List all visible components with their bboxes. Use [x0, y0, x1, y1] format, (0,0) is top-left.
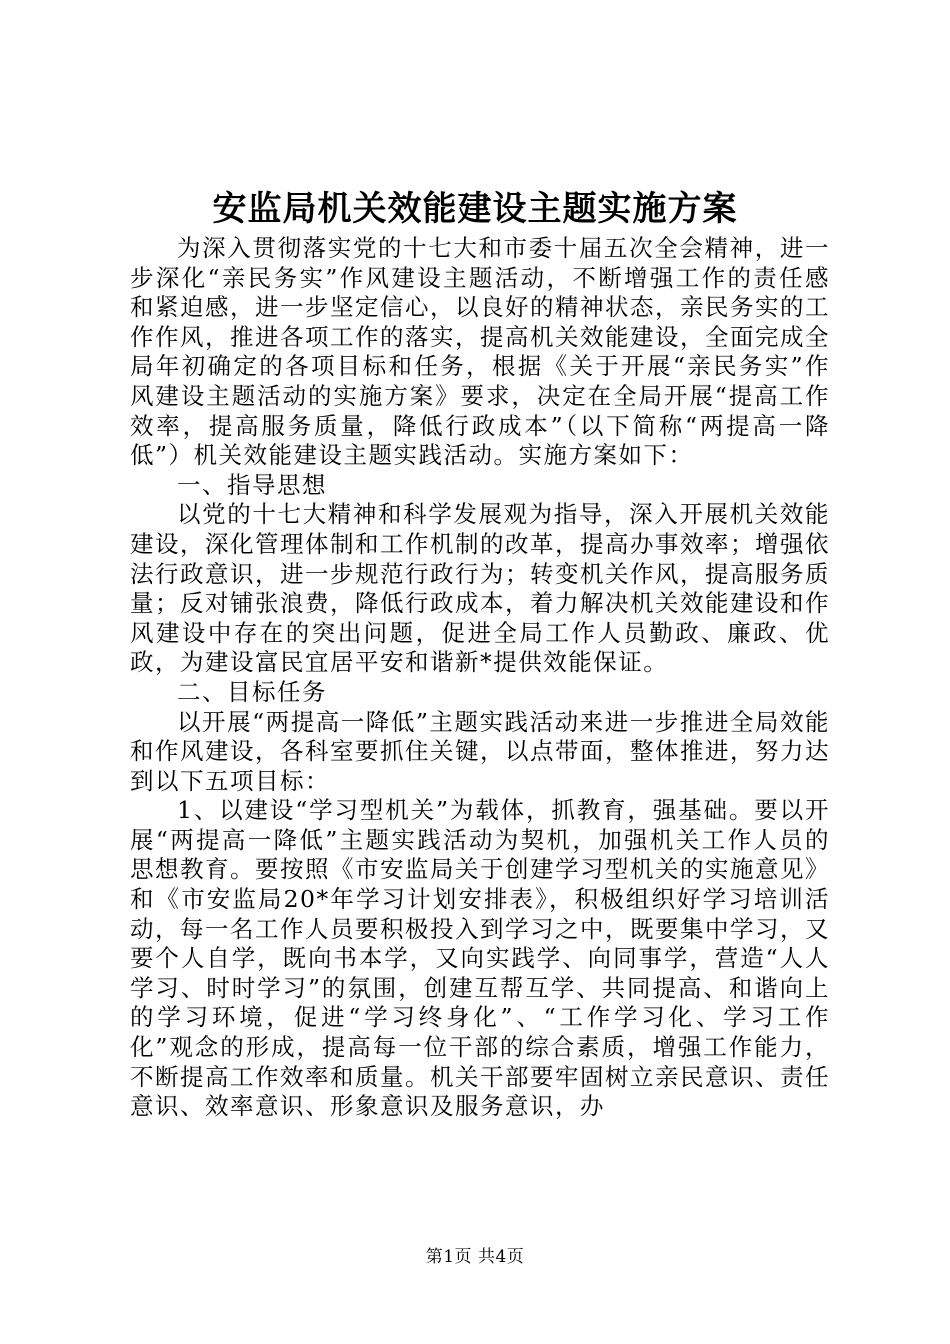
guiding-ideology-paragraph: 以党的十七大精神和科学发展观为指导，深入开展机关效能建设，深化管理体制和工作机制的改革，提高办事效率；增强依法行政意识，进一步规范行政行为；转变机关作风，提高服务质量；反对铺张浪费，降低行政成本，着力解决机关效能建设和作风建设中存在的突出问题，促进全局工作人员勤政、廉政、优政，为建设富民宜居平安和谐新*提供效能保证。: [130, 500, 830, 677]
document-title: 安监局机关效能建设主题实施方案: [212, 189, 738, 229]
intro-paragraph: 为深入贯彻落实党的十七大和市委十届五次全会精神，进一步深化“亲民务实”作风建设主题活动，不断增强工作的责任感和紧迫感，进一步坚定信心，以良好的精神状态，亲民务实的工作作风，推进各项工作的落实，提高机关效能建设，全面完成全局年初确定的各项目标和任务，根据《关于开展“亲民务实”作风建设主题活动的实施方案》要求，决定在全局开展“提高工作效率，提高服务质量，降低行政成本”（以下简称“两提高一降低”）机关效能建设主题实践活动。实施方案如下：: [130, 234, 830, 470]
section-heading-goals: 二、目标任务: [177, 677, 327, 706]
page-footer: 第1页 共4页: [425, 1247, 525, 1267]
document-body: [130, 234, 830, 1122]
goals-paragraph: 以开展“两提高一降低”主题实践活动来进一步推进全局效能和作风建设，各科室要抓住关键，以点带面，整体推进，努力达到以下五项目标：: [130, 707, 830, 795]
section-heading-guiding-ideology: 一、指导思想: [177, 470, 327, 499]
goal-item-1-paragraph: 1、以建设“学习型机关”为载体，抓教育，强基础。要以开展“两提高一降低”主题实践活动为契机，加强机关工作人员的思想教育。要按照《市安监局关于创建学习型机关的实施意见》和《市安监局20*年学习计划安排表》，积极组织好学习培训活动，每一名工作人员要积极投入到学习之中，既要集中学习，又要个人自学，既向书本学，又向实践学、向同事学，营造“人人学习、时时学习”的氛围，创建互帮互学、共同提高、和谐向上的学习环境，促进“学习终身化”、“工作学习化、学习工作化”观念的形成，提高每一位干部的综合素质，增强工作能力，不断提高工作效率和质量。机关干部要牢固树立亲民意识、责任意识、效率意识、形象意识及服务意识，办: [130, 796, 830, 1121]
